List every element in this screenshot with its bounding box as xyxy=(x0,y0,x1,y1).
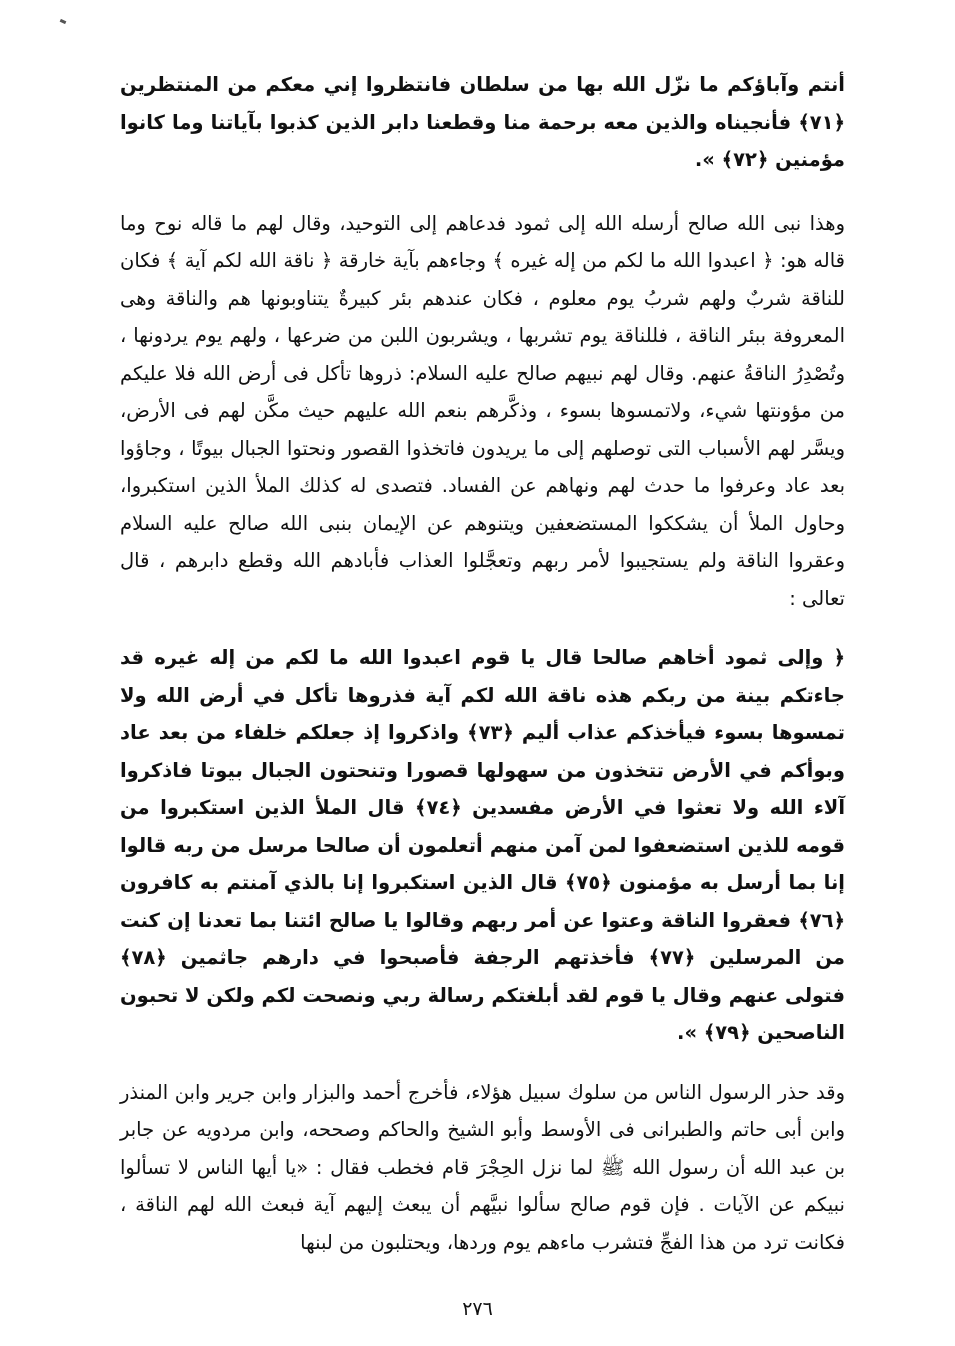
body-paragraph-2: وقد حذر الرسول الناس من سلوك سبيل هؤلاء، فأخرج أحمد والبزار وابن جرير وابن المنذر وابن أبى حاتم والطبرانى فى الأوسط وأبو الشيخ والحاكم وصححه، وابن مردويه عن جابر بن عبد الله أن رسول الله ﷺ لما نزل الحِجْرَ قام فخطب فقال : «يا أيها الناس لا تسألوا نبيكم عن الآيات . فإن قوم صالح سألوا نبيَّهم أن يبعث إليهم آية فبعث الله لهم الناقة ، فكانت ترد من هذا الفجِّ فتشرب ماءهم يوم وردها، ويحتلبون من لبنها xyxy=(120,1080,845,1254)
page-text xyxy=(120,66,845,1261)
page-number: ٢٧٦ xyxy=(462,1298,493,1320)
scan-speck xyxy=(60,19,67,24)
quran-verse-block-2: ﴿ وإلى ثمود أخاهم صالحا قال يا قوم اعبدوا الله ما لكم من إله غيره قد جاءتكم بينة من ربكم هذه ناقة الله لكم آية فذروها تأكل في أرض الله ولا تمسوها بسوء فيأخذكم عذاب أليم ﴿٧٣﴾ واذكروا إذ جعلكم خلفاء من بعد عاد وبوأكم في الأرض تتخذون من سهولها قصورا وتنحتون الجبال بيوتا فاذكروا آلاء الله ولا تعثوا في الأرض مفسدين ﴿٧٤﴾ قال الملأ الذين استكبروا من قومه للذين استضعفوا لمن آمن منهم أتعلمون أن صالحا مرسل من ربه قالوا إنا بما أرسل به مؤمنون ﴿٧٥﴾ قال الذين استكبروا إنا بالذي آمنتم به كافرون ﴿٧٦﴾ فعقروا الناقة وعتوا عن أمر ربهم وقالوا يا صالح ائتنا بما تعدنا إن كنت من المرسلين ﴿٧٧﴾ فأخذتهم الرجفة فأصبحوا في دارهم جاثمين ﴿٧٨﴾ فتولى عنهم وقال يا قوم لقد أبلغتكم رسالة ربي ونصحت لكم ولكن لا تحبون الناصحين ﴿٧٩﴾ ». xyxy=(120,646,845,1044)
quran-verse-block-1: أنتم وآباؤكم ما نزّل الله بها من سلطان فانتظروا إني معكم من المنتظرين ﴿٧١﴾ فأنجيناه والذين معه برحمة منا وقطعنا دابر الذين كذبوا بآياتنا وما كانوا مؤمنين ﴿٧٢﴾ ». xyxy=(120,73,845,171)
body-paragraph-1: وهذا نبى الله صالح أرسله الله إلى ثمود فدعاهم إلى التوحيد، وقال لهم ما قاله نوح وما قاله هو: ﴿ اعبدوا الله ما لكم من إله غيره ﴾ وجاءهم بآية خارقة ﴿ ناقة الله لكم آية ﴾ فكان للناقة شربٌ ولهم شربُ يوم معلوم ، فكان عندهم بئر كبيرةٌ يتناوبونها هم والناقة وهى المعروفة ببئر الناقة ، فللناقة يوم تشربها ، ويشربون اللبن من ضرعها ، ولهم يوم يردونها ، وتُصْدِرُ الناقةُ عنهم. وقال لهم نبيهم صالح عليه السلام: ذروها تأكل فى أرض الله فلا عليكم من مؤونتها شيء، ولاتمسوها بسوء ، وذكَّرهم بنعم الله عليهم حيث مكَّن لهم فى الأرض، ويسَّر لهم الأسباب التى توصلهم إلى ما يريدون فاتخذوا القصور ونحتوا الجبال بيوتًا ، وجاؤوا بعد عاد وعرفوا ما حدث لهم ونهاهم عن الفساد. فتصدى له كذلك الملأ الذين استكبروا، وحاول الملأ أن يشككوا المستضعفين ويتنوهم عن الإيمان بنبى الله صالح عليه السلام وعقروا الناقة ولم يستجيبوا لأمر ربهم وتعجَّلوا العذاب فأبادهم الله وقطع دابرهم ، قال تعالى : xyxy=(120,211,845,610)
